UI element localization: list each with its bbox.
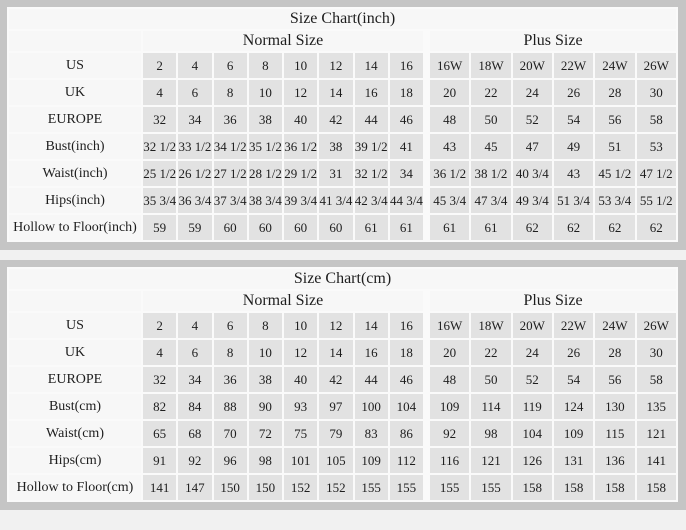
size-value-cell: 42 <box>319 107 352 132</box>
size-value-cell: 6 <box>214 313 247 338</box>
size-chart-inch-table <box>7 7 678 242</box>
row-label: UK <box>9 340 141 365</box>
table-row <box>9 134 676 159</box>
size-value-cell: 141 <box>143 475 176 500</box>
size-value-cell: 119 <box>513 394 552 419</box>
size-value-cell: 26 <box>554 80 593 105</box>
size-value-cell: 121 <box>471 448 510 473</box>
size-value-cell: 47 1/2 <box>637 161 676 186</box>
row-label: Bust(inch) <box>9 134 141 159</box>
section-divider <box>425 53 428 78</box>
size-value-cell: 26W <box>637 53 676 78</box>
table-row <box>9 161 676 186</box>
table-row <box>9 367 676 392</box>
size-value-cell: 155 <box>355 475 388 500</box>
size-value-cell: 16 <box>390 313 423 338</box>
table-title-row <box>9 269 676 289</box>
size-value-cell: 60 <box>249 215 282 240</box>
size-value-cell: 130 <box>595 394 634 419</box>
size-value-cell: 31 <box>319 161 352 186</box>
size-value-cell: 68 <box>178 421 211 446</box>
size-value-cell: 36 1/2 <box>430 161 469 186</box>
size-value-cell: 61 <box>430 215 469 240</box>
size-value-cell: 49 <box>554 134 593 159</box>
size-value-cell: 83 <box>355 421 388 446</box>
row-label: Hollow to Floor(cm) <box>9 475 141 500</box>
size-value-cell: 62 <box>595 215 634 240</box>
size-value-cell: 30 <box>637 340 676 365</box>
size-value-cell: 38 <box>249 367 282 392</box>
size-value-cell: 97 <box>319 394 352 419</box>
size-value-cell: 114 <box>471 394 510 419</box>
table-row <box>9 394 676 419</box>
size-value-cell: 32 1/2 <box>355 161 388 186</box>
section-divider <box>425 134 428 159</box>
size-value-cell: 60 <box>319 215 352 240</box>
group-header-row <box>9 291 676 311</box>
size-value-cell: 8 <box>214 80 247 105</box>
size-value-cell: 36 <box>214 367 247 392</box>
size-value-cell: 10 <box>249 340 282 365</box>
size-value-cell: 55 1/2 <box>637 188 676 213</box>
section-divider <box>425 367 428 392</box>
size-value-cell: 104 <box>513 421 552 446</box>
size-value-cell: 8 <box>249 313 282 338</box>
section-divider <box>425 421 428 446</box>
size-value-cell: 16 <box>355 340 388 365</box>
size-value-cell: 98 <box>471 421 510 446</box>
size-value-cell: 50 <box>471 107 510 132</box>
table-row <box>9 448 676 473</box>
size-value-cell: 42 <box>319 367 352 392</box>
table-row <box>9 80 676 105</box>
size-value-cell: 37 3/4 <box>214 188 247 213</box>
size-value-cell: 38 <box>249 107 282 132</box>
size-value-cell: 20 <box>430 80 469 105</box>
size-value-cell: 14 <box>355 53 388 78</box>
row-label: EUROPE <box>9 107 141 132</box>
size-value-cell: 16W <box>430 313 469 338</box>
size-value-cell: 52 <box>513 107 552 132</box>
size-value-cell: 150 <box>249 475 282 500</box>
table-row <box>9 340 676 365</box>
size-chart-inch-frame <box>0 0 686 250</box>
size-value-cell: 4 <box>143 80 176 105</box>
section-divider <box>425 215 428 240</box>
size-value-cell: 22 <box>471 340 510 365</box>
size-value-cell: 20W <box>513 53 552 78</box>
size-value-cell: 158 <box>513 475 552 500</box>
size-value-cell: 48 <box>430 107 469 132</box>
size-value-cell: 61 <box>390 215 423 240</box>
size-value-cell: 18 <box>390 340 423 365</box>
size-value-cell: 28 1/2 <box>249 161 282 186</box>
section-divider <box>425 475 428 500</box>
section-divider <box>425 31 428 51</box>
size-value-cell: 14 <box>355 313 388 338</box>
size-value-cell: 56 <box>595 367 634 392</box>
size-value-cell: 35 3/4 <box>143 188 176 213</box>
size-value-cell: 52 <box>513 367 552 392</box>
size-value-cell: 112 <box>390 448 423 473</box>
size-value-cell: 86 <box>390 421 423 446</box>
table-row <box>9 215 676 240</box>
size-value-cell: 115 <box>595 421 634 446</box>
size-value-cell: 93 <box>284 394 317 419</box>
size-value-cell: 101 <box>284 448 317 473</box>
size-value-cell: 54 <box>554 107 593 132</box>
section-divider <box>425 313 428 338</box>
size-value-cell: 155 <box>430 475 469 500</box>
size-value-cell: 44 <box>355 107 388 132</box>
size-value-cell: 109 <box>554 421 593 446</box>
size-value-cell: 12 <box>284 80 317 105</box>
row-label: UK <box>9 80 141 105</box>
size-value-cell: 34 <box>390 161 423 186</box>
size-value-cell: 4 <box>143 340 176 365</box>
size-value-cell: 53 3/4 <box>595 188 634 213</box>
section-divider <box>425 80 428 105</box>
size-value-cell: 41 3/4 <box>319 188 352 213</box>
size-value-cell: 56 <box>595 107 634 132</box>
size-value-cell: 49 3/4 <box>513 188 552 213</box>
size-value-cell: 12 <box>319 53 352 78</box>
size-value-cell: 92 <box>430 421 469 446</box>
size-value-cell: 79 <box>319 421 352 446</box>
size-value-cell: 51 <box>595 134 634 159</box>
size-value-cell: 126 <box>513 448 552 473</box>
size-value-cell: 28 <box>595 80 634 105</box>
size-value-cell: 24W <box>595 53 634 78</box>
size-value-cell: 10 <box>284 313 317 338</box>
size-value-cell: 38 1/2 <box>471 161 510 186</box>
row-label: Waist(cm) <box>9 421 141 446</box>
size-value-cell: 58 <box>637 107 676 132</box>
size-value-cell: 12 <box>319 313 352 338</box>
size-value-cell: 4 <box>178 53 211 78</box>
size-value-cell: 27 1/2 <box>214 161 247 186</box>
size-value-cell: 36 <box>214 107 247 132</box>
size-value-cell: 24 <box>513 80 552 105</box>
size-value-cell: 24W <box>595 313 634 338</box>
table-row <box>9 53 676 78</box>
size-value-cell: 147 <box>178 475 211 500</box>
size-value-cell: 54 <box>554 367 593 392</box>
row-label: EUROPE <box>9 367 141 392</box>
size-value-cell: 45 <box>471 134 510 159</box>
section-divider <box>425 291 428 311</box>
size-value-cell: 32 <box>143 107 176 132</box>
table-title: Size Chart(inch) <box>9 9 676 29</box>
size-value-cell: 34 <box>178 107 211 132</box>
size-value-cell: 43 <box>430 134 469 159</box>
section-divider <box>425 107 428 132</box>
size-value-cell: 22W <box>554 313 593 338</box>
size-value-cell: 43 <box>554 161 593 186</box>
size-value-cell: 135 <box>637 394 676 419</box>
size-value-cell: 152 <box>319 475 352 500</box>
size-value-cell: 104 <box>390 394 423 419</box>
size-value-cell: 48 <box>430 367 469 392</box>
size-value-cell: 58 <box>637 367 676 392</box>
size-value-cell: 62 <box>637 215 676 240</box>
size-value-cell: 44 3/4 <box>390 188 423 213</box>
size-value-cell: 53 <box>637 134 676 159</box>
table-row <box>9 475 676 500</box>
size-value-cell: 35 1/2 <box>249 134 282 159</box>
row-label: Waist(inch) <box>9 161 141 186</box>
size-value-cell: 18 <box>390 80 423 105</box>
size-value-cell: 40 <box>284 107 317 132</box>
table-row <box>9 313 676 338</box>
size-value-cell: 38 <box>319 134 352 159</box>
group-header-normal-size: Normal Size <box>143 31 423 51</box>
size-value-cell: 41 <box>390 134 423 159</box>
size-value-cell: 70 <box>214 421 247 446</box>
table-row <box>9 421 676 446</box>
size-value-cell: 47 <box>513 134 552 159</box>
size-value-cell: 59 <box>143 215 176 240</box>
size-value-cell: 40 3/4 <box>513 161 552 186</box>
size-value-cell: 96 <box>214 448 247 473</box>
size-value-cell: 92 <box>178 448 211 473</box>
size-value-cell: 82 <box>143 394 176 419</box>
size-value-cell: 40 <box>284 367 317 392</box>
size-value-cell: 26 <box>554 340 593 365</box>
size-value-cell: 36 1/2 <box>284 134 317 159</box>
section-divider <box>425 161 428 186</box>
size-value-cell: 32 <box>143 367 176 392</box>
size-value-cell: 42 3/4 <box>355 188 388 213</box>
size-value-cell: 88 <box>214 394 247 419</box>
size-value-cell: 26 1/2 <box>178 161 211 186</box>
size-value-cell: 61 <box>355 215 388 240</box>
size-value-cell: 100 <box>355 394 388 419</box>
row-label: Hollow to Floor(inch) <box>9 215 141 240</box>
size-value-cell: 30 <box>637 80 676 105</box>
size-value-cell: 4 <box>178 313 211 338</box>
size-value-cell: 45 1/2 <box>595 161 634 186</box>
size-value-cell: 50 <box>471 367 510 392</box>
size-value-cell: 20 <box>430 340 469 365</box>
size-value-cell: 158 <box>554 475 593 500</box>
size-value-cell: 61 <box>471 215 510 240</box>
size-value-cell: 2 <box>143 313 176 338</box>
group-header-normal-size: Normal Size <box>143 291 423 311</box>
table-title: Size Chart(cm) <box>9 269 676 289</box>
size-value-cell: 91 <box>143 448 176 473</box>
size-value-cell: 29 1/2 <box>284 161 317 186</box>
size-value-cell: 20W <box>513 313 552 338</box>
section-divider <box>425 188 428 213</box>
size-value-cell: 22W <box>554 53 593 78</box>
size-chart-cm-frame <box>0 260 686 510</box>
size-value-cell: 26W <box>637 313 676 338</box>
size-value-cell: 47 3/4 <box>471 188 510 213</box>
size-value-cell: 8 <box>214 340 247 365</box>
row-label: Hips(inch) <box>9 188 141 213</box>
size-value-cell: 109 <box>355 448 388 473</box>
section-divider <box>425 394 428 419</box>
size-value-cell: 136 <box>595 448 634 473</box>
size-value-cell: 131 <box>554 448 593 473</box>
size-value-cell: 22 <box>471 80 510 105</box>
table-row <box>9 188 676 213</box>
size-value-cell: 14 <box>319 80 352 105</box>
corner-cell <box>9 31 141 51</box>
size-value-cell: 116 <box>430 448 469 473</box>
size-value-cell: 72 <box>249 421 282 446</box>
size-value-cell: 6 <box>214 53 247 78</box>
size-value-cell: 28 <box>595 340 634 365</box>
size-value-cell: 98 <box>249 448 282 473</box>
row-label: Hips(cm) <box>9 448 141 473</box>
size-value-cell: 65 <box>143 421 176 446</box>
row-label: US <box>9 53 141 78</box>
table-row <box>9 107 676 132</box>
size-value-cell: 2 <box>143 53 176 78</box>
size-value-cell: 12 <box>284 340 317 365</box>
size-value-cell: 45 3/4 <box>430 188 469 213</box>
size-value-cell: 60 <box>284 215 317 240</box>
size-value-cell: 62 <box>513 215 552 240</box>
size-value-cell: 121 <box>637 421 676 446</box>
group-header-plus-size: Plus Size <box>430 291 676 311</box>
size-value-cell: 90 <box>249 394 282 419</box>
size-value-cell: 75 <box>284 421 317 446</box>
size-value-cell: 6 <box>178 80 211 105</box>
section-divider <box>425 340 428 365</box>
size-value-cell: 60 <box>214 215 247 240</box>
section-divider <box>425 448 428 473</box>
size-value-cell: 105 <box>319 448 352 473</box>
size-value-cell: 46 <box>390 107 423 132</box>
size-value-cell: 44 <box>355 367 388 392</box>
table-title-row <box>9 9 676 29</box>
size-value-cell: 8 <box>249 53 282 78</box>
size-value-cell: 38 3/4 <box>249 188 282 213</box>
size-value-cell: 158 <box>595 475 634 500</box>
size-value-cell: 59 <box>178 215 211 240</box>
row-label: Bust(cm) <box>9 394 141 419</box>
size-value-cell: 10 <box>284 53 317 78</box>
size-value-cell: 46 <box>390 367 423 392</box>
size-value-cell: 18W <box>471 313 510 338</box>
size-value-cell: 24 <box>513 340 552 365</box>
size-value-cell: 158 <box>637 475 676 500</box>
size-value-cell: 32 1/2 <box>143 134 176 159</box>
size-value-cell: 16W <box>430 53 469 78</box>
corner-cell <box>9 291 141 311</box>
size-value-cell: 18W <box>471 53 510 78</box>
size-value-cell: 16 <box>355 80 388 105</box>
group-header-row <box>9 31 676 51</box>
size-value-cell: 150 <box>214 475 247 500</box>
size-value-cell: 124 <box>554 394 593 419</box>
size-value-cell: 155 <box>390 475 423 500</box>
size-value-cell: 51 3/4 <box>554 188 593 213</box>
size-value-cell: 25 1/2 <box>143 161 176 186</box>
size-value-cell: 34 <box>178 367 211 392</box>
size-value-cell: 6 <box>178 340 211 365</box>
size-value-cell: 155 <box>471 475 510 500</box>
size-value-cell: 39 1/2 <box>355 134 388 159</box>
size-value-cell: 141 <box>637 448 676 473</box>
size-value-cell: 62 <box>554 215 593 240</box>
size-value-cell: 16 <box>390 53 423 78</box>
size-value-cell: 109 <box>430 394 469 419</box>
size-value-cell: 84 <box>178 394 211 419</box>
size-value-cell: 36 3/4 <box>178 188 211 213</box>
size-value-cell: 34 1/2 <box>214 134 247 159</box>
size-value-cell: 10 <box>249 80 282 105</box>
row-label: US <box>9 313 141 338</box>
size-value-cell: 14 <box>319 340 352 365</box>
size-chart-cm-table <box>7 267 678 502</box>
group-header-plus-size: Plus Size <box>430 31 676 51</box>
size-value-cell: 39 3/4 <box>284 188 317 213</box>
size-value-cell: 33 1/2 <box>178 134 211 159</box>
size-value-cell: 152 <box>284 475 317 500</box>
